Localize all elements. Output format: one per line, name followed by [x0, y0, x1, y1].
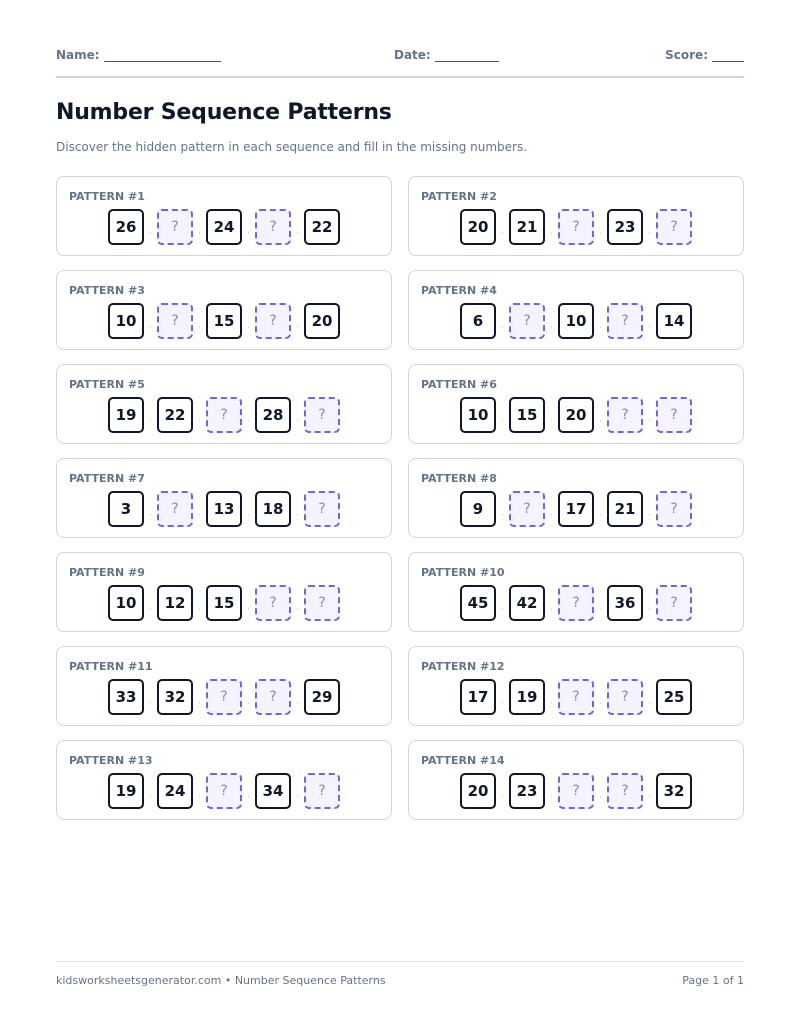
given-number: 23 [509, 773, 545, 809]
score-line [712, 48, 744, 62]
sequence-separator: , [149, 696, 152, 706]
sequence-separator: , [501, 602, 504, 612]
footer-source: kidsworksheetsgenerator.com • Number Sequence Patterns [56, 974, 386, 987]
sequence-row [409, 209, 743, 245]
instructions: Discover the hidden pattern in each sequence and fill in the missing numbers. [56, 140, 528, 154]
given-number: 42 [509, 585, 545, 621]
sequence-separator: , [550, 696, 553, 706]
sequence-separator: , [648, 226, 651, 236]
answer-blank[interactable]: ? [509, 491, 545, 527]
sequence-separator: , [648, 790, 651, 800]
given-number: 19 [509, 679, 545, 715]
sequence-separator: , [550, 790, 553, 800]
given-number: 24 [157, 773, 193, 809]
sequence-row [409, 773, 743, 809]
answer-blank[interactable]: ? [509, 303, 545, 339]
given-number: 21 [607, 491, 643, 527]
page-number: Page 1 of 1 [682, 974, 744, 987]
pattern-label: PATTERN #14 [421, 754, 505, 767]
pattern-card [56, 646, 392, 726]
sequence-row [409, 303, 743, 339]
sequence-separator: , [599, 602, 602, 612]
sequence-row [409, 397, 743, 433]
answer-blank[interactable]: ? [607, 773, 643, 809]
sequence-row [57, 773, 391, 809]
given-number: 15 [206, 303, 242, 339]
sequence-separator: , [501, 790, 504, 800]
sequence-row [409, 585, 743, 621]
pattern-label: PATTERN #5 [69, 378, 145, 391]
sequence-separator: , [550, 602, 553, 612]
pattern-card [56, 176, 392, 256]
score-field [665, 48, 744, 62]
given-number: 28 [255, 397, 291, 433]
sequence-separator: , [648, 414, 651, 424]
sequence-separator: , [149, 602, 152, 612]
given-number: 10 [108, 303, 144, 339]
sequence-separator: , [198, 696, 201, 706]
pattern-label: PATTERN #7 [69, 472, 145, 485]
pattern-card [56, 552, 392, 632]
sequence-separator: , [296, 508, 299, 518]
sequence-separator: , [247, 320, 250, 330]
date-line [435, 48, 499, 62]
header-divider [56, 76, 744, 78]
sequence-row [409, 679, 743, 715]
sequence-separator: , [501, 320, 504, 330]
sequence-row [57, 397, 391, 433]
sequence-separator: , [198, 226, 201, 236]
sequence-separator: , [149, 414, 152, 424]
given-number: 18 [255, 491, 291, 527]
sequence-separator: , [149, 226, 152, 236]
pattern-card [408, 364, 744, 444]
sequence-separator: , [296, 226, 299, 236]
given-number: 17 [460, 679, 496, 715]
sequence-separator: , [599, 414, 602, 424]
answer-blank[interactable]: ? [607, 397, 643, 433]
given-number: 34 [255, 773, 291, 809]
given-number: 20 [304, 303, 340, 339]
answer-blank[interactable]: ? [206, 773, 242, 809]
sequence-separator: , [501, 696, 504, 706]
given-number: 29 [304, 679, 340, 715]
answer-blank[interactable]: ? [255, 679, 291, 715]
sequence-separator: , [599, 790, 602, 800]
given-number: 14 [656, 303, 692, 339]
answer-blank[interactable]: ? [656, 209, 692, 245]
sequence-separator: , [296, 790, 299, 800]
pattern-card [408, 552, 744, 632]
answer-blank[interactable]: ? [304, 397, 340, 433]
sequence-separator: , [550, 226, 553, 236]
name-line [104, 48, 221, 62]
sequence-separator: , [296, 602, 299, 612]
sequence-separator: , [247, 226, 250, 236]
sequence-separator: , [648, 696, 651, 706]
pattern-label: PATTERN #6 [421, 378, 497, 391]
pattern-card [408, 270, 744, 350]
given-number: 32 [157, 679, 193, 715]
sequence-separator: , [247, 414, 250, 424]
pattern-card [56, 364, 392, 444]
date-label: Date: [394, 48, 431, 62]
sequence-separator: , [648, 320, 651, 330]
pattern-card [408, 646, 744, 726]
given-number: 25 [656, 679, 692, 715]
sequence-separator: , [599, 508, 602, 518]
sequence-row [57, 679, 391, 715]
pattern-label: PATTERN #1 [69, 190, 145, 203]
given-number: 13 [206, 491, 242, 527]
given-number: 24 [206, 209, 242, 245]
worksheet-header [56, 48, 744, 68]
date-field [394, 48, 499, 62]
sequence-separator: , [149, 320, 152, 330]
given-number: 15 [206, 585, 242, 621]
pattern-label: PATTERN #3 [69, 284, 145, 297]
given-number: 20 [558, 397, 594, 433]
answer-blank[interactable]: ? [558, 773, 594, 809]
sequence-row [409, 491, 743, 527]
given-number: 45 [460, 585, 496, 621]
given-number: 6 [460, 303, 496, 339]
name-field [56, 48, 221, 62]
worksheet-page [56, 0, 744, 1035]
answer-blank[interactable]: ? [304, 585, 340, 621]
pattern-card [408, 176, 744, 256]
answer-blank[interactable]: ? [558, 679, 594, 715]
sequence-separator: , [296, 414, 299, 424]
given-number: 19 [108, 773, 144, 809]
sequence-row [57, 303, 391, 339]
sequence-separator: , [247, 696, 250, 706]
page-title: Number Sequence Patterns [56, 100, 392, 125]
given-number: 26 [108, 209, 144, 245]
pattern-label: PATTERN #4 [421, 284, 497, 297]
pattern-label: PATTERN #8 [421, 472, 497, 485]
pattern-card [408, 458, 744, 538]
answer-blank[interactable]: ? [304, 773, 340, 809]
answer-blank[interactable]: ? [558, 585, 594, 621]
answer-blank[interactable]: ? [157, 491, 193, 527]
answer-blank[interactable]: ? [607, 679, 643, 715]
given-number: 36 [607, 585, 643, 621]
pattern-label: PATTERN #12 [421, 660, 505, 673]
given-number: 21 [509, 209, 545, 245]
score-label: Score: [665, 48, 708, 62]
sequence-separator: , [550, 320, 553, 330]
pattern-card [56, 740, 392, 820]
sequence-separator: , [247, 508, 250, 518]
given-number: 22 [157, 397, 193, 433]
sequence-separator: , [198, 790, 201, 800]
given-number: 20 [460, 209, 496, 245]
answer-blank[interactable]: ? [206, 397, 242, 433]
given-number: 17 [558, 491, 594, 527]
sequence-separator: , [198, 320, 201, 330]
answer-blank[interactable]: ? [607, 303, 643, 339]
given-number: 10 [558, 303, 594, 339]
sequence-row [57, 585, 391, 621]
answer-blank[interactable]: ? [255, 209, 291, 245]
answer-blank[interactable]: ? [157, 209, 193, 245]
sequence-separator: , [599, 696, 602, 706]
pattern-card [408, 740, 744, 820]
pattern-label: PATTERN #11 [69, 660, 153, 673]
given-number: 20 [460, 773, 496, 809]
pattern-card [56, 458, 392, 538]
answer-blank[interactable]: ? [206, 679, 242, 715]
sequence-row [57, 209, 391, 245]
answer-blank[interactable]: ? [656, 585, 692, 621]
sequence-separator: , [501, 414, 504, 424]
answer-blank[interactable]: ? [255, 585, 291, 621]
sequence-separator: , [550, 508, 553, 518]
sequence-separator: , [149, 790, 152, 800]
given-number: 3 [108, 491, 144, 527]
pattern-label: PATTERN #9 [69, 566, 145, 579]
answer-blank[interactable]: ? [157, 303, 193, 339]
given-number: 12 [157, 585, 193, 621]
sequence-separator: , [550, 414, 553, 424]
sequence-separator: , [198, 508, 201, 518]
sequence-separator: , [296, 320, 299, 330]
sequence-separator: , [247, 602, 250, 612]
sequence-separator: , [599, 320, 602, 330]
given-number: 9 [460, 491, 496, 527]
sequence-separator: , [296, 696, 299, 706]
pattern-grid [56, 176, 744, 820]
pattern-label: PATTERN #2 [421, 190, 497, 203]
given-number: 23 [607, 209, 643, 245]
given-number: 22 [304, 209, 340, 245]
footer-divider [56, 961, 744, 962]
name-label: Name: [56, 48, 100, 62]
given-number: 15 [509, 397, 545, 433]
pattern-card [56, 270, 392, 350]
pattern-label: PATTERN #13 [69, 754, 153, 767]
sequence-separator: , [198, 602, 201, 612]
given-number: 33 [108, 679, 144, 715]
sequence-row [57, 491, 391, 527]
sequence-separator: , [247, 790, 250, 800]
answer-blank[interactable]: ? [304, 491, 340, 527]
given-number: 19 [108, 397, 144, 433]
given-number: 10 [108, 585, 144, 621]
sequence-separator: , [648, 602, 651, 612]
sequence-separator: , [501, 226, 504, 236]
answer-blank[interactable]: ? [656, 491, 692, 527]
answer-blank[interactable]: ? [558, 209, 594, 245]
pattern-label: PATTERN #10 [421, 566, 505, 579]
sequence-separator: , [501, 508, 504, 518]
sequence-separator: , [648, 508, 651, 518]
sequence-separator: , [149, 508, 152, 518]
sequence-separator: , [198, 414, 201, 424]
given-number: 10 [460, 397, 496, 433]
answer-blank[interactable]: ? [255, 303, 291, 339]
given-number: 32 [656, 773, 692, 809]
answer-blank[interactable]: ? [656, 397, 692, 433]
sequence-separator: , [599, 226, 602, 236]
